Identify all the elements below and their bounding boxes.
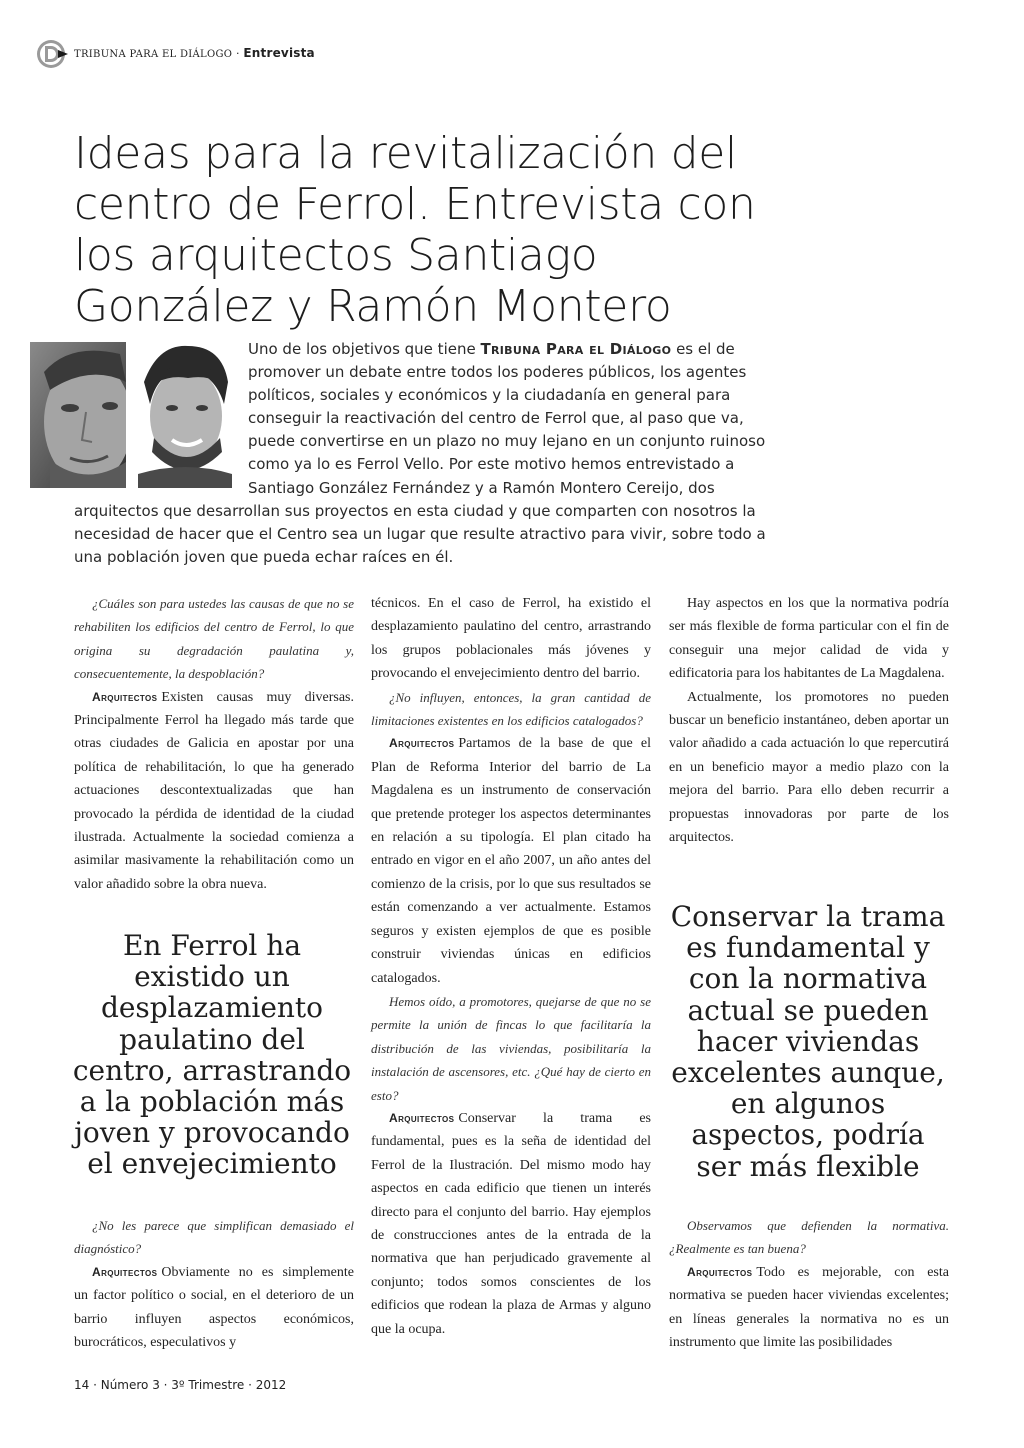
answer <box>74 686 354 897</box>
magazine-logo-icon <box>36 38 68 70</box>
column-2 <box>371 592 651 1341</box>
article-intro <box>74 338 780 569</box>
answer-text: Obviamente no es simplemente un factor político o social, en el deterioro de un barrio influyen aspectos económicos, burocráticos, especulativos y <box>74 1264 354 1351</box>
speaker-label: Arquitectos <box>92 689 158 704</box>
intro-text-rest: es el de promover un debate entre todos los poderes públicos, los agentes políticos, sociales y económicos y la ciudadanía en general para conseguir la reactivación del centro de Ferrol que, al paso que va, puede convertirse en un plazo no muy lejano en un conjunto ruinoso como ya lo es Ferrol Vello. Por este motivo hemos entrevistado a Santiago González Fernández y a Ramón Montero Cereijo, dos arquitectos que desarrollan sus proyectos en esta ciudad y que comparten con nosotros la necesidad de hacer que el Centro sea un lugar que resulte atractivo para vivir, sobre todo a una población joven que pueda echar raíces en él. <box>74 340 766 566</box>
header-separator: · <box>235 47 240 60</box>
answer <box>74 1261 354 1355</box>
speaker-label: Arquitectos <box>389 736 455 751</box>
question: ¿No influyen, entonces, la gran cantidad de limitaciones existentes en los edificios catalogados? <box>371 689 651 729</box>
paragraph: Actualmente, los promotores no pueden buscar un beneficio instantáneo, deben aportar un valor añadido a cada actuación lo que repercutirá en un beneficio mayor a medio plazo con la mejora del barrio. Para ello deben recurrir a propuestas innovadoras por parte de los arquitectos. <box>669 689 949 846</box>
column-3 <box>669 592 949 849</box>
speaker-label: Arquitectos <box>389 1110 455 1125</box>
intro-text-start: Uno de los objetivos que tiene <box>248 340 481 358</box>
answer-text: Partamos de la base de que el Plan de Reforma Interior del barrio de La Magdalena es un instrumento de conservación que pretende proteger los aspectos determinantes en relación a su tipología. El plan citado ha entrado en vigor en el año 2007, un año antes del comienzo de la crisis, por lo que sus resultados se están comenzando a ver actualmente. Estamos seguros y existen ejemplos de que es posible construir viviendas únicas en edificios catalogados. <box>371 736 651 986</box>
speaker-label: Arquitectos <box>687 1264 753 1279</box>
pull-quote: En Ferrol ha existido un desplazamiento paulatino del centro, arrastrando a la población más joven y provocando el envejecimiento <box>72 929 352 1181</box>
question: ¿Cuáles son para ustedes las causas de que no se rehabiliten los edificios del centro de Ferrol, lo que origina su degradación paulatina y, consecuentemente, la despoblación? <box>74 596 354 682</box>
section-name: Entrevista <box>243 46 315 60</box>
pull-quote: Conservar la trama es fundamental y con la normativa actual se pueden hacer viviendas excelentes aunque, en algunos aspectos, podría ser más flexible <box>670 900 946 1183</box>
answer-text: Conservar la trama es fundamental, pues es la seña de identidad del Ferrol de la Ilustración. Del mismo modo hay aspectos en cada edificio que tienen un interés directo para el conjunto del barrio. Hay ejemplos de construcciones antes de la entrada de la normativa que han perjudicado gravemente al conjunto; todos somos conscientes de los edificios que rodean la plaza de Armas y alguno que la ocupa. <box>371 1110 651 1337</box>
column-3-bottom <box>669 1214 949 1354</box>
intro-brand: Tribuna Para el Diálogo <box>480 340 672 358</box>
article-title: Ideas para la revitalización del centro de Ferrol. Entrevista con los arquitectos Santiago González y Ramón Montero <box>74 128 756 332</box>
photo-spacer <box>74 338 248 498</box>
answer <box>371 1107 651 1341</box>
page-footer: 14 · Número 3 · 3º Trimestre · 2012 <box>74 1378 287 1392</box>
answer-text: Existen causas muy diversas. Principalmente Ferrol ha llegado más tarde que otras ciudades de Galicia en apostar por una política de rehabilitación, lo que ha generado actuaciones descontextualizadas que han provocado la pérdida de identidad de la ciudad ilustrada. Actualmente la sociedad comienza a asimilar masivamente la rehabilitación como un valor añadido sobre la obra nueva. <box>74 689 354 892</box>
paragraph: técnicos. En el caso de Ferrol, ha existido el desplazamiento paulatino del centro, arrastrando los grupos poblacionales más jóvenes y provocando el envejecimiento dentro del barrio. <box>371 596 651 682</box>
question: Hemos oído, a promotores, quejarse de que no se permite la unión de fincas lo que facilitaría la distribución de las viviendas, posibilitaría la instalación de ascensores, etc. ¿Qué hay de cierto en esto? <box>371 993 651 1103</box>
paragraph: Hay aspectos en los que la normativa podría ser más flexible de forma particular con el fin de conseguir una mejor calidad de vida y edificatoria para los habitantes de La Magdalena. <box>669 596 949 682</box>
column-1 <box>74 592 354 896</box>
speaker-label: Arquitectos <box>92 1264 158 1279</box>
column-1-bottom <box>74 1214 354 1354</box>
answer <box>371 732 651 989</box>
magazine-name: TRIBUNA PARA EL DIÁLOGO <box>74 49 233 60</box>
question: ¿No les parece que simplifican demasiado el diagnóstico? <box>74 1218 354 1257</box>
answer <box>669 1261 949 1355</box>
question: Observamos que defienden la normativa. ¿Realmente es tan buena? <box>669 1218 949 1257</box>
answer-text: Todo es mejorable, con esta normativa se pueden hacer viviendas excelentes; en líneas generales la normativa no es un instrumento que limite las posibilidades <box>669 1264 949 1351</box>
running-header <box>74 46 315 60</box>
